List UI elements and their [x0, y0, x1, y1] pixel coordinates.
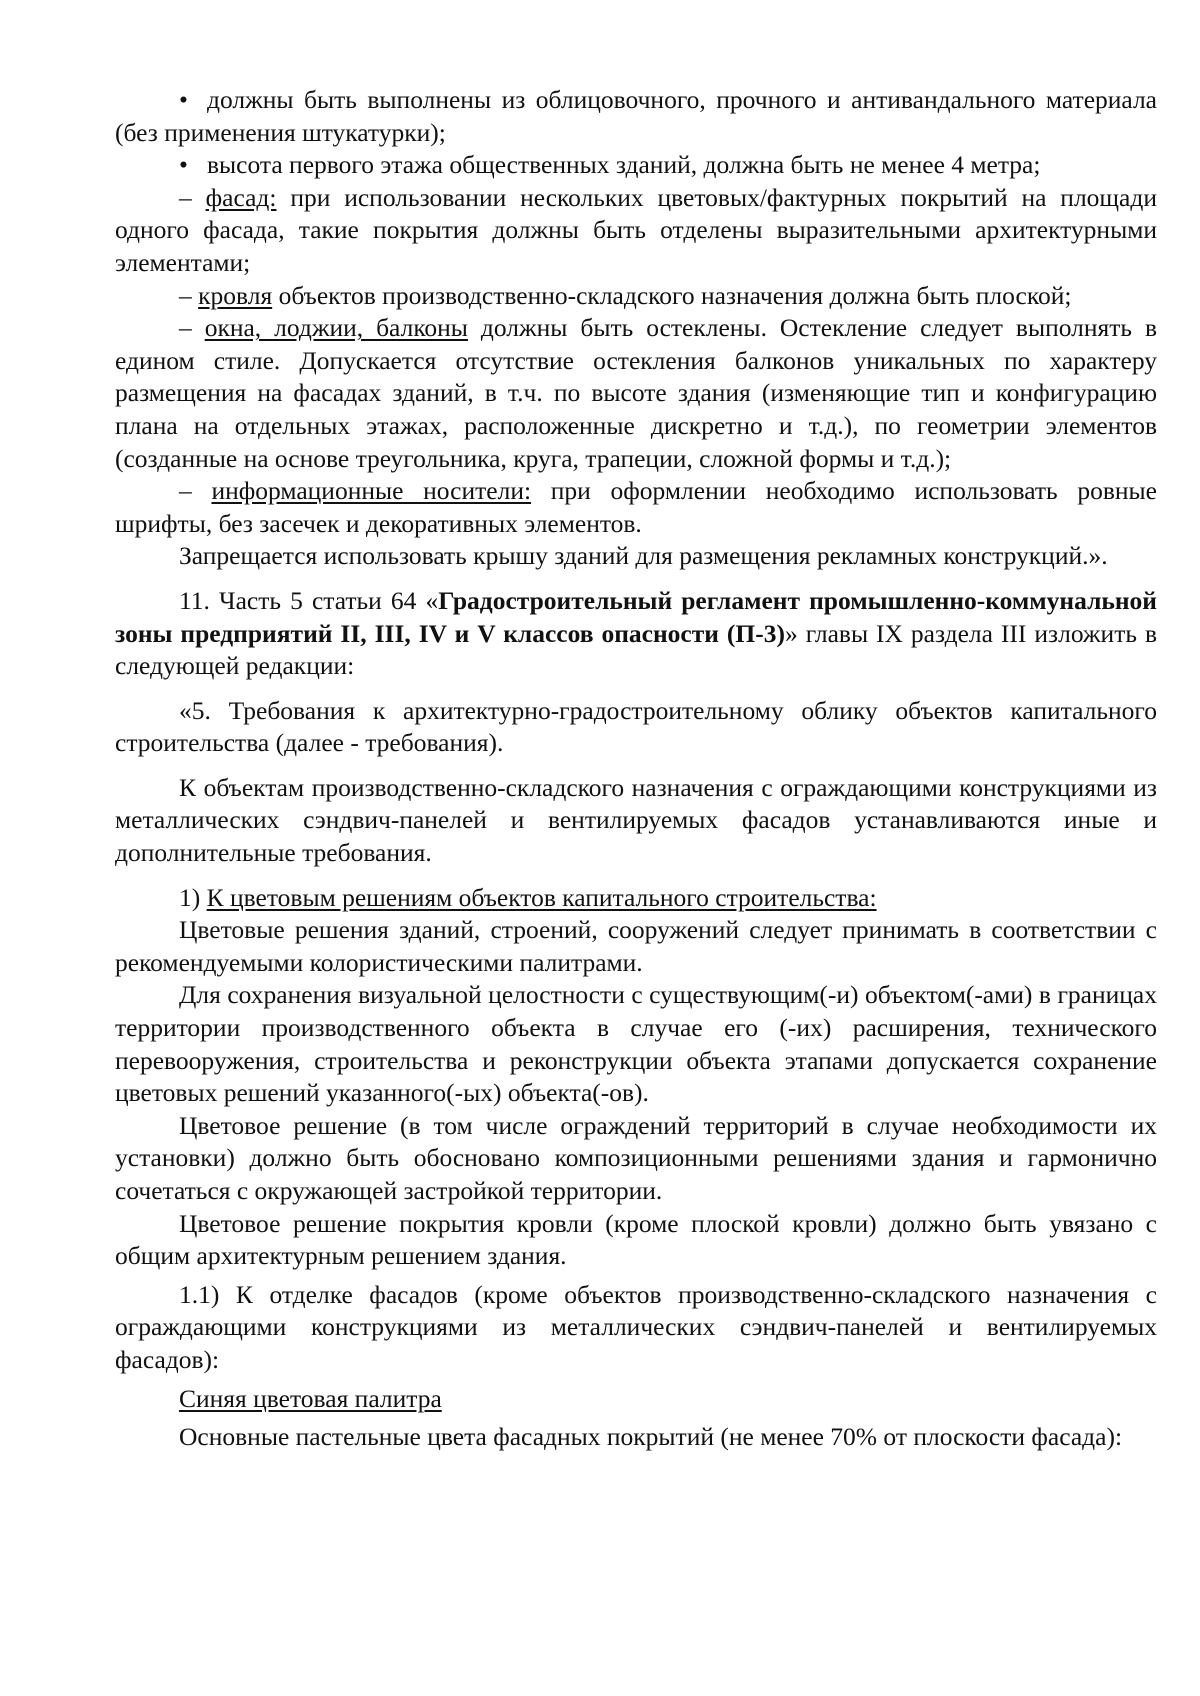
floor-height-text: высота первого этажа общественных зданий, должна быть не менее 4 метра;: [207, 150, 1041, 180]
section-11-title: Градостроительный регламент промышленно-коммунальной зоны предприятий II, III, IV и V классов опасности (П-3): [115, 585, 1157, 648]
dash-marker: –: [179, 280, 199, 310]
roof-item: [115, 280, 1157, 313]
prohibition-paragraph: Запрещается использовать крышу зданий для размещения рекламных конструкций.».: [179, 541, 1108, 571]
blue-palette-text: Синяя цветовая палитра: [179, 1383, 442, 1413]
windows-item: [115, 312, 1157, 475]
section-11-prefix: 11. Часть 5 статьи 64 «: [179, 585, 439, 615]
info-carriers-term: информационные носители:: [211, 476, 532, 506]
dash-marker: –: [179, 182, 206, 212]
sandwich-panels-paragraph: К объектам производственно-складского назначения с ограждающими конструкциями из металлических сэндвич-панелей и вентилируемых фасадов устанавливаются иные и дополнительные требования.: [115, 772, 1157, 868]
windows-term: окна, лоджии, балконы: [204, 313, 468, 343]
section-11-paragraph: [115, 585, 1157, 683]
dash-marker: –: [179, 313, 205, 343]
facade-item: [115, 182, 1157, 280]
color-paragraph-1: Цветовые решения зданий, строений, сооружений следует принимать в соответствии с рекомендуемыми колористическими палитрами.: [115, 915, 1157, 977]
document-page: [115, 84, 1157, 1454]
dash-marker: –: [179, 476, 212, 506]
facade-text: при использовании нескольких цветовых/фактурных покрытий на площади одного фасада, такие покрытия должны быть отделены выразительными архитектурными элементами;: [115, 182, 1157, 277]
info-carriers-item: [115, 475, 1157, 540]
color-paragraph-4: Цветовое решение покрытия кровли (кроме плоской кровли) должно быть увязано с общим архитектурным решением здания.: [115, 1208, 1157, 1271]
blue-palette-heading: [115, 1383, 1157, 1416]
heading-text: К цветовым решениям объектов капитального строительства:: [206, 882, 877, 912]
materials-text: должны быть выполнены из облицовочного, прочного и антивандального материала (без применения штукатурки);: [115, 85, 1157, 147]
color-solutions-heading: [115, 882, 1157, 915]
bullet-icon: •: [179, 85, 188, 114]
pastel-colors-paragraph: Основные пастельные цвета фасадных покрытий (не менее 70% от плоскости фасада):: [179, 1422, 1123, 1452]
color-paragraph-2: Для сохранения визуальной целостности с существующим(-и) объектом(-ами) в границах территории производственного объекта в случае его (-их) расширения, технического перевооружения, строительства и реконструкции объекта этапами допускается сохранение цветовых решений указанного(-ых) объекта(-ов).: [115, 980, 1157, 1108]
facade-term: фасад:: [205, 182, 277, 212]
bullet-icon: •: [179, 150, 188, 180]
facade-finish-paragraph: 1.1) К отделке фасадов (кроме объектов производственно-складского назначения с ограждающими конструкциями из металлических сэндвич-панелей и вентилируемых фасадов):: [115, 1279, 1157, 1374]
color-paragraph-3: Цветовое решение (в том числе ограждений территорий в случае необходимости их установки) должно быть обосновано композиционными решениями здания и гармонично сочетаться с окружающей застройкой территории.: [115, 1110, 1157, 1205]
info-carriers-text: при оформлении необходимо использовать ровные шрифты, без засечек и декоративных элементов.: [115, 476, 1157, 538]
heading-number: 1): [179, 882, 207, 912]
materials-item: [115, 84, 1157, 149]
windows-text: должны быть остеклены. Остекление следует выполнять в едином стиле. Допускается отсутствие остекления балконов уникальных по характеру размещения на фасадах зданий, в т.ч. по высоте здания (изменяющие тип и конфигурацию плана на отдельных этажах, расположенные дискретно и т.д.), по геометрии элементов (созданные на основе треугольника, круга, трапеции, сложной формы и т.д.);: [115, 313, 1157, 473]
section-11-suffix: » главы IX раздела III изложить в следующей редакции:: [115, 618, 1157, 681]
requirements-paragraph: «5. Требования к архитектурно-градостроительному облику объектов капитального строительства (далее - требования).: [115, 695, 1157, 758]
floor-height-item: [115, 149, 1157, 182]
roof-term: кровля: [198, 280, 273, 310]
roof-text: объектов производственно-складского назначения должна быть плоской;: [272, 280, 1072, 310]
